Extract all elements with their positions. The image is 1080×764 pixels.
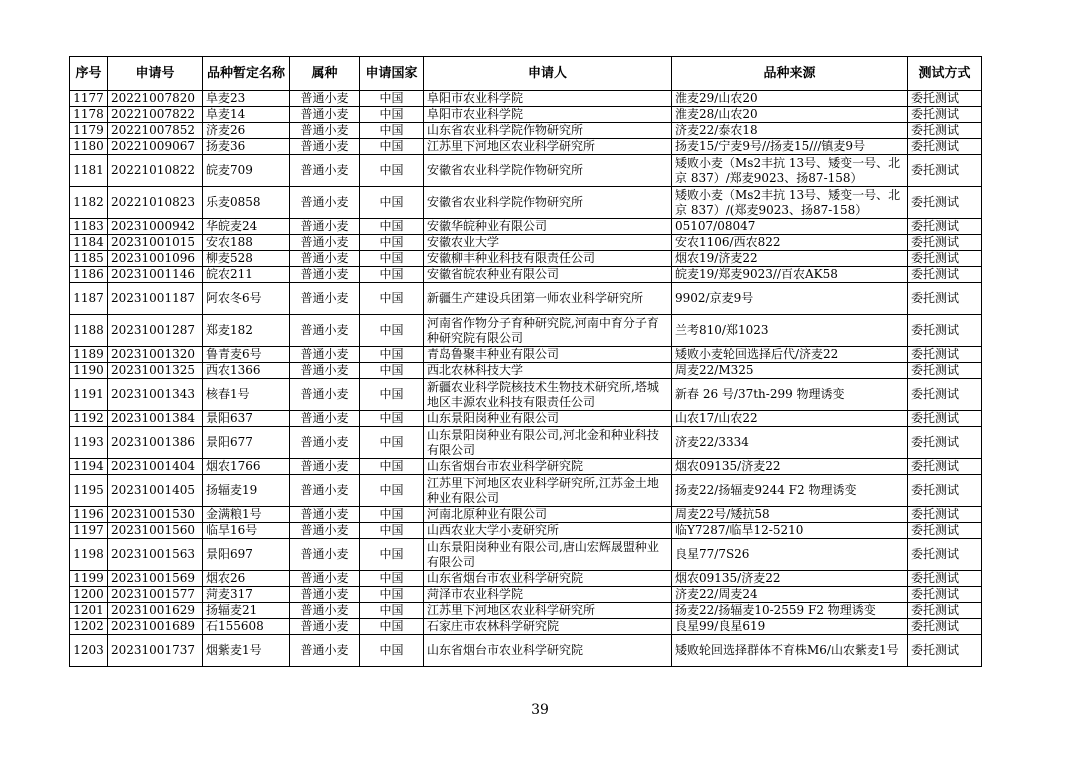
- cell-applicant: 山东景阳岗种业有限公司,唐山宏辉晟盟种业有限公司: [424, 539, 672, 571]
- cell-test-method: 委托测试: [908, 507, 982, 523]
- cell-country: 中国: [360, 315, 424, 347]
- cell-variety-source: 烟农09135/济麦22: [672, 459, 908, 475]
- cell-test-method: 委托测试: [908, 571, 982, 587]
- cell-variety-source: 安农1106/西农822: [672, 235, 908, 251]
- cell-variety-name: 安农188: [203, 235, 290, 251]
- cell-application-number: 20231000942: [108, 219, 203, 235]
- cell-test-method: 委托测试: [908, 539, 982, 571]
- table-body: [70, 91, 982, 667]
- cell-variety-source: 矮败轮回选择群体不育株M6/山农紫麦1号: [672, 635, 908, 667]
- cell-country: 中国: [360, 139, 424, 155]
- cell-application-number: 20231001325: [108, 363, 203, 379]
- cell-country: 中国: [360, 427, 424, 459]
- header-variety-name: 品种暂定名称: [203, 57, 290, 91]
- cell-application-number: 20231001187: [108, 283, 203, 315]
- cell-genus: 普通小麦: [290, 155, 360, 187]
- table-row: [70, 363, 982, 379]
- cell-genus: 普通小麦: [290, 539, 360, 571]
- table-row: [70, 603, 982, 619]
- cell-variety-source: 淮麦29/山农20: [672, 91, 908, 107]
- cell-country: 中国: [360, 187, 424, 219]
- cell-seq: 1182: [70, 187, 108, 219]
- table-row: [70, 411, 982, 427]
- cell-test-method: 委托测试: [908, 139, 982, 155]
- cell-genus: 普通小麦: [290, 267, 360, 283]
- cell-test-method: 委托测试: [908, 315, 982, 347]
- table-row: [70, 219, 982, 235]
- cell-applicant: 青岛鲁聚丰种业有限公司: [424, 347, 672, 363]
- cell-applicant: 安徽省农业科学院作物研究所: [424, 155, 672, 187]
- variety-table: [69, 56, 982, 667]
- header-genus: 属种: [290, 57, 360, 91]
- cell-seq: 1190: [70, 363, 108, 379]
- cell-application-number: 20231001096: [108, 251, 203, 267]
- cell-variety-name: 皖农211: [203, 267, 290, 283]
- cell-variety-name: 乐麦0858: [203, 187, 290, 219]
- cell-variety-source: 05107/08047: [672, 219, 908, 235]
- cell-test-method: 委托测试: [908, 475, 982, 507]
- cell-variety-name: 烟紫麦1号: [203, 635, 290, 667]
- cell-application-number: 20221010822: [108, 155, 203, 187]
- cell-variety-name: 阿农冬6号: [203, 283, 290, 315]
- cell-seq: 1194: [70, 459, 108, 475]
- cell-country: 中国: [360, 379, 424, 411]
- cell-application-number: 20231001569: [108, 571, 203, 587]
- table-row: [70, 187, 982, 219]
- table-row: [70, 347, 982, 363]
- cell-test-method: 委托测试: [908, 587, 982, 603]
- cell-seq: 1199: [70, 571, 108, 587]
- cell-seq: 1186: [70, 267, 108, 283]
- cell-applicant: 山东省烟台市农业科学研究院: [424, 571, 672, 587]
- cell-variety-source: 兰考810/郑1023: [672, 315, 908, 347]
- cell-variety-source: 良星77/7S26: [672, 539, 908, 571]
- cell-country: 中国: [360, 123, 424, 139]
- cell-country: 中国: [360, 155, 424, 187]
- cell-variety-name: 景阳697: [203, 539, 290, 571]
- cell-applicant: 山东省烟台市农业科学研究院: [424, 459, 672, 475]
- cell-applicant: 山东景阳岗种业有限公司: [424, 411, 672, 427]
- cell-seq: 1201: [70, 603, 108, 619]
- cell-country: 中国: [360, 363, 424, 379]
- cell-applicant: 阜阳市农业科学院: [424, 107, 672, 123]
- table-row: [70, 107, 982, 123]
- table-row: [70, 123, 982, 139]
- cell-genus: 普通小麦: [290, 571, 360, 587]
- cell-variety-name: 柳麦528: [203, 251, 290, 267]
- cell-test-method: 委托测试: [908, 459, 982, 475]
- header-applicant: 申请人: [424, 57, 672, 91]
- cell-application-number: 20231001563: [108, 539, 203, 571]
- cell-applicant: 河南北原种业有限公司: [424, 507, 672, 523]
- cell-genus: 普通小麦: [290, 139, 360, 155]
- cell-applicant: 安徽省皖农种业有限公司: [424, 267, 672, 283]
- cell-genus: 普通小麦: [290, 587, 360, 603]
- cell-seq: 1177: [70, 91, 108, 107]
- cell-seq: 1183: [70, 219, 108, 235]
- cell-seq: 1202: [70, 619, 108, 635]
- cell-variety-source: 扬麦15/宁麦9号//扬麦15///镇麦9号: [672, 139, 908, 155]
- table-row: [70, 475, 982, 507]
- cell-variety-source: 矮败小麦（Ms2丰抗 13号、矮变一号、北京 837）/郑麦9023、扬87-158）: [672, 155, 908, 187]
- cell-country: 中国: [360, 459, 424, 475]
- cell-country: 中国: [360, 475, 424, 507]
- cell-country: 中国: [360, 539, 424, 571]
- cell-application-number: 20221007822: [108, 107, 203, 123]
- cell-application-number: 20231001737: [108, 635, 203, 667]
- cell-genus: 普通小麦: [290, 251, 360, 267]
- cell-variety-name: 扬辐麦19: [203, 475, 290, 507]
- cell-genus: 普通小麦: [290, 459, 360, 475]
- cell-variety-name: 鲁青麦6号: [203, 347, 290, 363]
- cell-applicant: 菏泽市农业科学院: [424, 587, 672, 603]
- cell-variety-name: 华皖麦24: [203, 219, 290, 235]
- cell-variety-source: 周麦22号/矮抗58: [672, 507, 908, 523]
- page-number: 39: [531, 702, 549, 718]
- cell-genus: 普通小麦: [290, 187, 360, 219]
- cell-variety-source: 扬麦22/扬辐麦9244 F2 物理诱变: [672, 475, 908, 507]
- cell-test-method: 委托测试: [908, 91, 982, 107]
- cell-seq: 1195: [70, 475, 108, 507]
- cell-variety-source: 矮败小麦（Ms2丰抗 13号、矮变一号、北京 837）/(郑麦9023、扬87-158）: [672, 187, 908, 219]
- cell-variety-source: 烟农09135/济麦22: [672, 571, 908, 587]
- cell-test-method: 委托测试: [908, 251, 982, 267]
- cell-variety-source: 矮败小麦轮回选择后代/济麦22: [672, 347, 908, 363]
- cell-genus: 普通小麦: [290, 107, 360, 123]
- cell-genus: 普通小麦: [290, 315, 360, 347]
- cell-country: 中国: [360, 603, 424, 619]
- cell-variety-name: 阜麦14: [203, 107, 290, 123]
- cell-seq: 1178: [70, 107, 108, 123]
- cell-seq: 1189: [70, 347, 108, 363]
- cell-application-number: 20231001146: [108, 267, 203, 283]
- table-row: [70, 139, 982, 155]
- cell-seq: 1192: [70, 411, 108, 427]
- table-row: [70, 283, 982, 315]
- cell-country: 中国: [360, 267, 424, 283]
- cell-country: 中国: [360, 107, 424, 123]
- cell-seq: 1179: [70, 123, 108, 139]
- cell-variety-source: 临Y7287/临旱12-5210: [672, 523, 908, 539]
- cell-seq: 1184: [70, 235, 108, 251]
- cell-application-number: 20231001386: [108, 427, 203, 459]
- cell-variety-name: 金满粮1号: [203, 507, 290, 523]
- cell-application-number: 20231001404: [108, 459, 203, 475]
- table-row: [70, 587, 982, 603]
- cell-applicant: 山东景阳岗种业有限公司,河北金和种业科技有限公司: [424, 427, 672, 459]
- cell-seq: 1200: [70, 587, 108, 603]
- cell-genus: 普通小麦: [290, 507, 360, 523]
- cell-applicant: 石家庄市农林科学研究院: [424, 619, 672, 635]
- cell-seq: 1181: [70, 155, 108, 187]
- cell-test-method: 委托测试: [908, 219, 982, 235]
- cell-variety-name: 菏麦317: [203, 587, 290, 603]
- cell-genus: 普通小麦: [290, 619, 360, 635]
- cell-country: 中国: [360, 619, 424, 635]
- cell-variety-name: 郑麦182: [203, 315, 290, 347]
- cell-variety-source: 皖麦19/郑麦9023//百农AK58: [672, 267, 908, 283]
- cell-genus: 普通小麦: [290, 363, 360, 379]
- cell-application-number: 20231001530: [108, 507, 203, 523]
- cell-variety-source: 济麦22/3334: [672, 427, 908, 459]
- cell-country: 中国: [360, 587, 424, 603]
- cell-variety-source: 济麦22/泰农18: [672, 123, 908, 139]
- cell-applicant: 新疆农业科学院核技术生物技术研究所,塔城地区丰源农业科技有限责任公司: [424, 379, 672, 411]
- cell-applicant: 河南省作物分子育种研究院,河南中育分子育种研究院有限公司: [424, 315, 672, 347]
- cell-country: 中国: [360, 571, 424, 587]
- cell-variety-source: 扬麦22/扬辐麦10-2559 F2 物理诱变: [672, 603, 908, 619]
- cell-application-number: 20231001287: [108, 315, 203, 347]
- cell-genus: 普通小麦: [290, 347, 360, 363]
- cell-country: 中国: [360, 283, 424, 315]
- cell-variety-name: 烟农1766: [203, 459, 290, 475]
- cell-genus: 普通小麦: [290, 235, 360, 251]
- cell-genus: 普通小麦: [290, 91, 360, 107]
- cell-test-method: 委托测试: [908, 187, 982, 219]
- cell-test-method: 委托测试: [908, 283, 982, 315]
- cell-application-number: 20231001343: [108, 379, 203, 411]
- table-row: [70, 315, 982, 347]
- cell-test-method: 委托测试: [908, 523, 982, 539]
- cell-genus: 普通小麦: [290, 283, 360, 315]
- cell-variety-name: 西农1366: [203, 363, 290, 379]
- cell-applicant: 阜阳市农业科学院: [424, 91, 672, 107]
- cell-variety-name: 石155608: [203, 619, 290, 635]
- cell-applicant: 山西农业大学小麦研究所: [424, 523, 672, 539]
- cell-test-method: 委托测试: [908, 123, 982, 139]
- cell-seq: 1180: [70, 139, 108, 155]
- header-source: 品种来源: [672, 57, 908, 91]
- cell-variety-source: 良星99/良星619: [672, 619, 908, 635]
- cell-test-method: 委托测试: [908, 411, 982, 427]
- cell-applicant: 西北农林科技大学: [424, 363, 672, 379]
- cell-country: 中国: [360, 523, 424, 539]
- cell-applicant: 安徽华皖种业有限公司: [424, 219, 672, 235]
- cell-seq: 1196: [70, 507, 108, 523]
- cell-application-number: 20231001689: [108, 619, 203, 635]
- cell-applicant: 江苏里下河地区农业科学研究所: [424, 139, 672, 155]
- cell-application-number: 20231001320: [108, 347, 203, 363]
- cell-variety-name: 皖麦709: [203, 155, 290, 187]
- cell-variety-name: 扬麦36: [203, 139, 290, 155]
- cell-application-number: 20231001405: [108, 475, 203, 507]
- cell-application-number: 20221010823: [108, 187, 203, 219]
- cell-applicant: 山东省烟台市农业科学研究院: [424, 635, 672, 667]
- cell-test-method: 委托测试: [908, 267, 982, 283]
- cell-application-number: 20231001629: [108, 603, 203, 619]
- cell-seq: 1198: [70, 539, 108, 571]
- cell-applicant: 江苏里下河地区农业科学研究所,江苏金土地种业有限公司: [424, 475, 672, 507]
- table-row: [70, 459, 982, 475]
- cell-test-method: 委托测试: [908, 155, 982, 187]
- table-row: [70, 619, 982, 635]
- cell-country: 中国: [360, 251, 424, 267]
- cell-application-number: 20231001015: [108, 235, 203, 251]
- cell-variety-name: 阜麦23: [203, 91, 290, 107]
- header-app-no: 申请号: [108, 57, 203, 91]
- cell-application-number: 20231001560: [108, 523, 203, 539]
- cell-test-method: 委托测试: [908, 107, 982, 123]
- cell-applicant: 安徽省农业科学院作物研究所: [424, 187, 672, 219]
- table-row: [70, 267, 982, 283]
- cell-variety-source: 淮麦28/山农20: [672, 107, 908, 123]
- cell-variety-name: 临旱16号: [203, 523, 290, 539]
- cell-application-number: 20221007852: [108, 123, 203, 139]
- cell-country: 中国: [360, 411, 424, 427]
- cell-variety-source: 山农17/山农22: [672, 411, 908, 427]
- cell-application-number: 20231001384: [108, 411, 203, 427]
- cell-genus: 普通小麦: [290, 379, 360, 411]
- table-row: [70, 523, 982, 539]
- cell-genus: 普通小麦: [290, 635, 360, 667]
- cell-test-method: 委托测试: [908, 347, 982, 363]
- cell-test-method: 委托测试: [908, 427, 982, 459]
- cell-genus: 普通小麦: [290, 219, 360, 235]
- table-row: [70, 571, 982, 587]
- cell-seq: 1185: [70, 251, 108, 267]
- cell-variety-name: 扬辐麦21: [203, 603, 290, 619]
- cell-applicant: 安徽农业大学: [424, 235, 672, 251]
- table-row: [70, 251, 982, 267]
- cell-applicant: 江苏里下河地区农业科学研究所: [424, 603, 672, 619]
- cell-variety-source: 烟农19/济麦22: [672, 251, 908, 267]
- cell-test-method: 委托测试: [908, 635, 982, 667]
- cell-variety-source: 济麦22/周麦24: [672, 587, 908, 603]
- table-row: [70, 427, 982, 459]
- cell-genus: 普通小麦: [290, 523, 360, 539]
- cell-seq: 1203: [70, 635, 108, 667]
- table-row: [70, 379, 982, 411]
- cell-seq: 1187: [70, 283, 108, 315]
- table-row: [70, 539, 982, 571]
- table-row: [70, 155, 982, 187]
- cell-test-method: 委托测试: [908, 235, 982, 251]
- cell-test-method: 委托测试: [908, 619, 982, 635]
- cell-variety-source: 9902/京麦9号: [672, 283, 908, 315]
- cell-test-method: 委托测试: [908, 603, 982, 619]
- cell-variety-name: 烟农26: [203, 571, 290, 587]
- table-row: [70, 635, 982, 667]
- cell-country: 中国: [360, 91, 424, 107]
- cell-variety-source: 周麦22/M325: [672, 363, 908, 379]
- cell-country: 中国: [360, 507, 424, 523]
- table-row: [70, 507, 982, 523]
- cell-seq: 1188: [70, 315, 108, 347]
- table-row: [70, 235, 982, 251]
- cell-genus: 普通小麦: [290, 475, 360, 507]
- cell-variety-name: 景阳637: [203, 411, 290, 427]
- cell-country: 中国: [360, 347, 424, 363]
- header-country: 申请国家: [360, 57, 424, 91]
- cell-variety-source: 新春 26 号/37th-299 物理诱变: [672, 379, 908, 411]
- cell-seq: 1197: [70, 523, 108, 539]
- cell-seq: 1191: [70, 379, 108, 411]
- cell-genus: 普通小麦: [290, 123, 360, 139]
- cell-applicant: 新疆生产建设兵团第一师农业科学研究所: [424, 283, 672, 315]
- cell-application-number: 20231001577: [108, 587, 203, 603]
- cell-variety-name: 核春1号: [203, 379, 290, 411]
- cell-test-method: 委托测试: [908, 363, 982, 379]
- header-row: [70, 57, 982, 91]
- cell-country: 中国: [360, 235, 424, 251]
- cell-applicant: 山东省农业科学院作物研究所: [424, 123, 672, 139]
- cell-genus: 普通小麦: [290, 411, 360, 427]
- cell-country: 中国: [360, 219, 424, 235]
- table-row: [70, 91, 982, 107]
- cell-seq: 1193: [70, 427, 108, 459]
- header-seq: 序号: [70, 57, 108, 91]
- header-test-method: 测试方式: [908, 57, 982, 91]
- cell-application-number: 20221007820: [108, 91, 203, 107]
- cell-application-number: 20221009067: [108, 139, 203, 155]
- cell-variety-name: 景阳677: [203, 427, 290, 459]
- cell-test-method: 委托测试: [908, 379, 982, 411]
- cell-applicant: 安徽柳丰种业科技有限责任公司: [424, 251, 672, 267]
- cell-variety-name: 济麦26: [203, 123, 290, 139]
- cell-genus: 普通小麦: [290, 427, 360, 459]
- cell-genus: 普通小麦: [290, 603, 360, 619]
- cell-country: 中国: [360, 635, 424, 667]
